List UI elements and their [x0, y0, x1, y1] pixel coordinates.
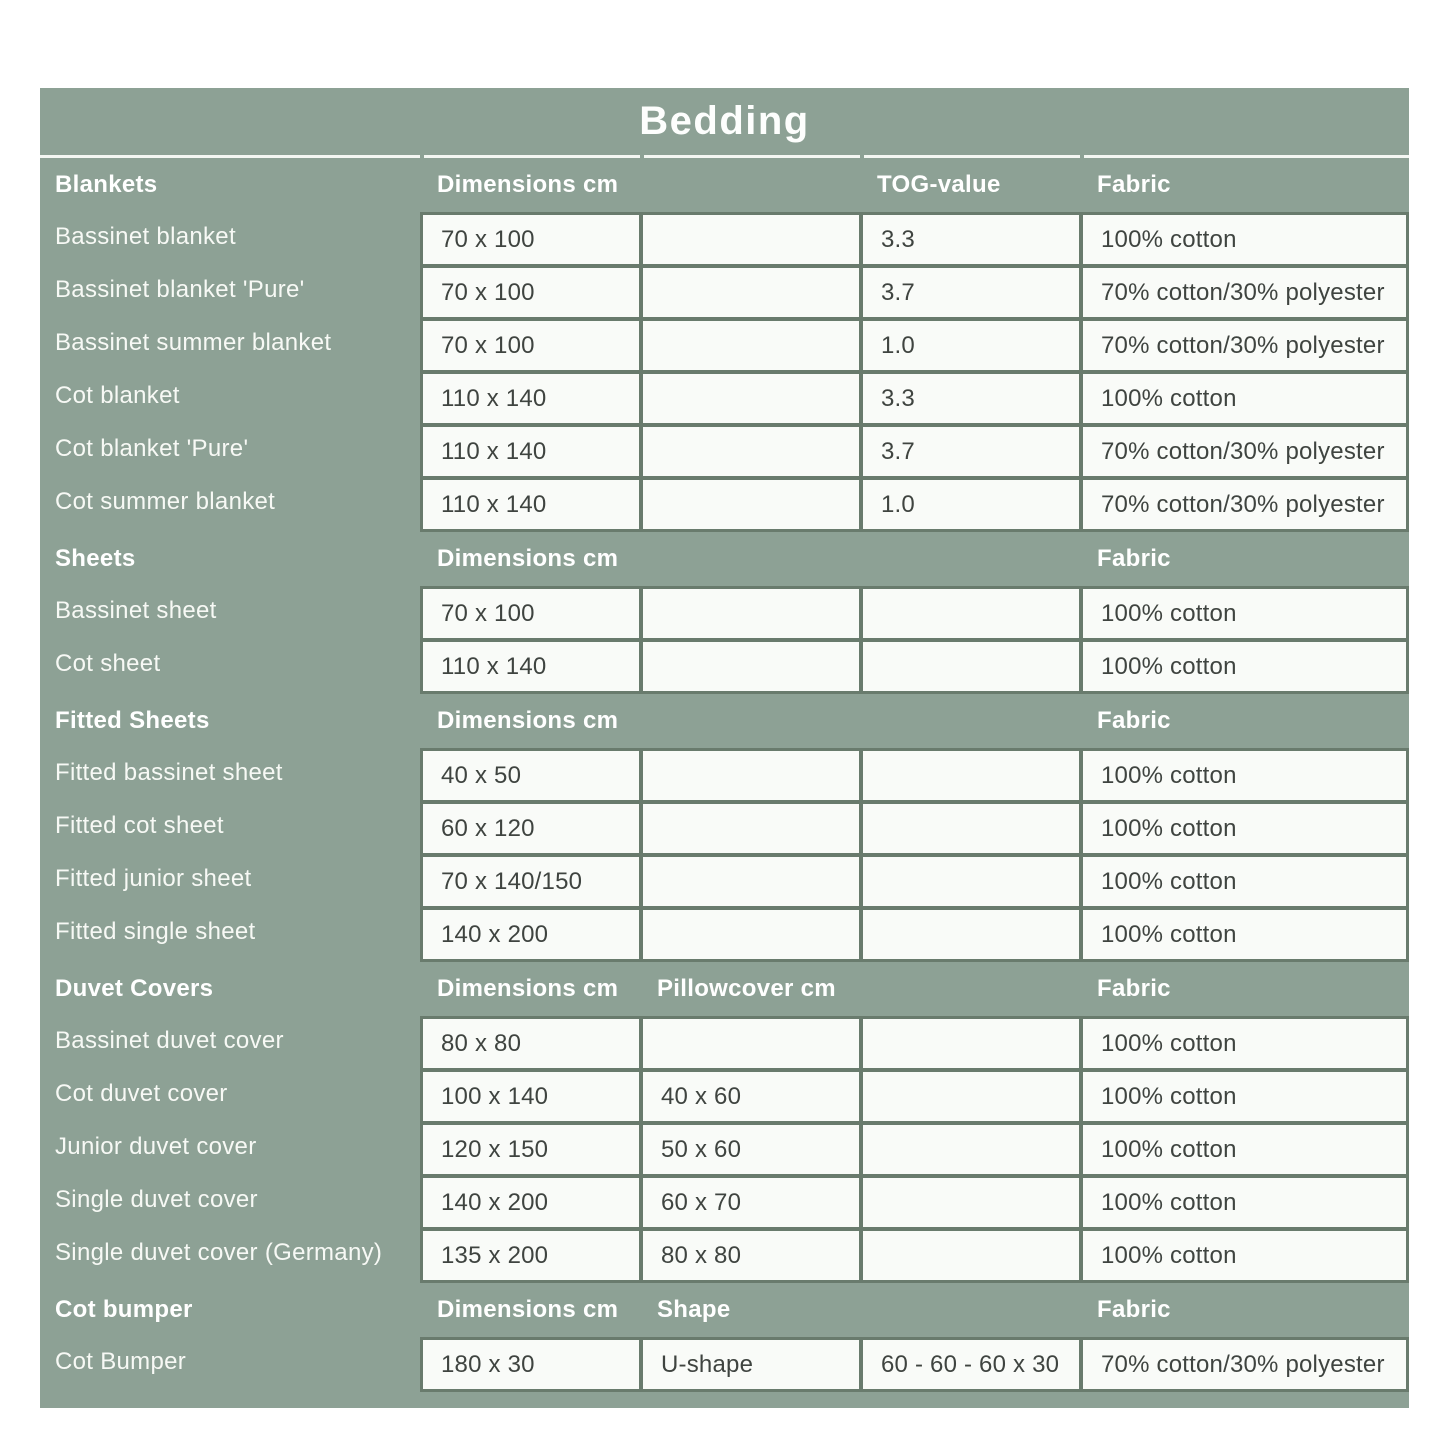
row-label: Cot Bumper	[55, 1347, 187, 1375]
cell-empty	[863, 642, 1079, 691]
cell-fabric: 100% cotton	[1083, 215, 1406, 264]
row-label: Single duvet cover (Germany)	[55, 1238, 383, 1266]
section-title: Duvet Covers	[55, 975, 214, 1002]
cell-empty	[643, 321, 859, 370]
row-label: Bassinet blanket 'Pure'	[55, 275, 305, 303]
cell-empty	[643, 751, 859, 800]
cell-empty	[863, 1231, 1079, 1280]
row-label: Cot summer blanket	[55, 487, 276, 515]
cell-dimensions: 120 x 150	[423, 1125, 639, 1174]
cell-fabric: 100% cotton	[1083, 910, 1406, 959]
cell-empty	[643, 215, 859, 264]
cell-fabric: 100% cotton	[1083, 804, 1406, 853]
column-header-dimensions: Dimensions cm	[437, 545, 619, 572]
cell-empty	[863, 751, 1079, 800]
column-header-pillowcover: Pillowcover cm	[657, 975, 836, 1002]
cell-grid	[420, 1337, 1409, 1392]
cell-empty	[863, 910, 1079, 959]
cell-grid	[420, 586, 1409, 694]
cell-dimensions: 70 x 100	[423, 268, 639, 317]
row-labels	[40, 748, 420, 962]
row-labels	[40, 1337, 420, 1392]
cell-empty	[643, 857, 859, 906]
cell-dimensions: 140 x 200	[423, 910, 639, 959]
cell-dimensions: 70 x 100	[423, 589, 639, 638]
row-label: Fitted bassinet sheet	[55, 758, 283, 786]
row-label: Fitted cot sheet	[55, 811, 224, 839]
cell-dimensions: 110 x 140	[423, 427, 639, 476]
cell-shape: U-shape	[643, 1340, 859, 1389]
cell-tog: 3.7	[863, 268, 1079, 317]
cell-empty	[643, 589, 859, 638]
column-header-tog: TOG-value	[877, 171, 1001, 198]
column-header-fabric: Fabric	[1097, 545, 1171, 572]
divider-segment	[424, 155, 640, 158]
cell-fabric: 70% cotton/30% polyester	[1083, 480, 1406, 529]
cell-empty	[643, 427, 859, 476]
cell-fabric: 100% cotton	[1083, 374, 1406, 423]
cell-fabric: 100% cotton	[1083, 642, 1406, 691]
row-label: Fitted junior sheet	[55, 864, 252, 892]
cell-fabric: 70% cotton/30% polyester	[1083, 427, 1406, 476]
cell-empty	[863, 857, 1079, 906]
cell-empty	[863, 1072, 1079, 1121]
cell-empty	[643, 268, 859, 317]
section-body-duvet-covers	[40, 1016, 1409, 1283]
section-body-sheets	[40, 586, 1409, 694]
section-body-cot-bumper	[40, 1337, 1409, 1392]
cell-fabric: 100% cotton	[1083, 589, 1406, 638]
title-divider	[40, 155, 1409, 158]
cell-empty	[863, 1178, 1079, 1227]
section-body-fitted-sheets	[40, 748, 1409, 962]
section-header-sheets	[40, 532, 1409, 586]
title-band	[40, 88, 1409, 155]
row-label: Fitted single sheet	[55, 917, 256, 945]
column-header-dimensions: Dimensions cm	[437, 975, 619, 1002]
cell-fabric: 100% cotton	[1083, 1231, 1406, 1280]
cell-empty	[863, 1019, 1079, 1068]
column-header-dimensions: Dimensions cm	[437, 707, 619, 734]
row-label: Single duvet cover	[55, 1185, 258, 1213]
section-header-duvet-covers	[40, 962, 1409, 1016]
cell-fabric: 100% cotton	[1083, 751, 1406, 800]
cell-fabric: 100% cotton	[1083, 1178, 1406, 1227]
cell-segments: 60 - 60 - 60 x 30	[863, 1340, 1079, 1389]
cell-fabric: 70% cotton/30% polyester	[1083, 1340, 1406, 1389]
row-label: Bassinet summer blanket	[55, 328, 332, 356]
cell-dimensions: 135 x 200	[423, 1231, 639, 1280]
cell-pillowcover: 40 x 60	[643, 1072, 859, 1121]
divider-segment	[864, 155, 1080, 158]
cell-dimensions: 40 x 50	[423, 751, 639, 800]
cell-pillowcover: 50 x 60	[643, 1125, 859, 1174]
cell-fabric: 100% cotton	[1083, 1072, 1406, 1121]
cell-fabric: 70% cotton/30% polyester	[1083, 321, 1406, 370]
section-header-blankets	[40, 158, 1409, 212]
row-label: Junior duvet cover	[55, 1132, 257, 1160]
cell-dimensions: 80 x 80	[423, 1019, 639, 1068]
cell-grid	[420, 1016, 1409, 1283]
row-labels	[40, 1016, 420, 1283]
cell-empty	[863, 589, 1079, 638]
row-label: Bassinet duvet cover	[55, 1026, 284, 1054]
row-label: Cot blanket 'Pure'	[55, 434, 249, 462]
cell-dimensions: 180 x 30	[423, 1340, 639, 1389]
section-title: Fitted Sheets	[55, 707, 210, 734]
cell-tog: 1.0	[863, 321, 1079, 370]
cell-dimensions: 140 x 200	[423, 1178, 639, 1227]
cell-empty	[643, 642, 859, 691]
cell-grid	[420, 212, 1409, 532]
cell-empty	[643, 480, 859, 529]
cell-fabric: 100% cotton	[1083, 857, 1406, 906]
cell-empty	[863, 804, 1079, 853]
cell-fabric: 100% cotton	[1083, 1125, 1406, 1174]
row-label: Bassinet blanket	[55, 222, 236, 250]
section-body-blankets	[40, 212, 1409, 532]
cell-dimensions: 70 x 140/150	[423, 857, 639, 906]
cell-empty	[643, 910, 859, 959]
cell-pillowcover	[643, 1019, 859, 1068]
cell-dimensions: 70 x 100	[423, 321, 639, 370]
cell-tog: 3.3	[863, 215, 1079, 264]
cell-dimensions: 70 x 100	[423, 215, 639, 264]
row-labels	[40, 212, 420, 532]
row-label: Cot sheet	[55, 649, 161, 677]
column-header-dimensions: Dimensions cm	[437, 1296, 619, 1323]
cell-tog: 1.0	[863, 480, 1079, 529]
column-header-fabric: Fabric	[1097, 1296, 1171, 1323]
cell-tog: 3.7	[863, 427, 1079, 476]
cell-dimensions: 100 x 140	[423, 1072, 639, 1121]
page-title: Bedding	[639, 99, 810, 143]
cell-dimensions: 60 x 120	[423, 804, 639, 853]
cell-tog: 3.3	[863, 374, 1079, 423]
cell-empty	[863, 1125, 1079, 1174]
cell-dimensions: 110 x 140	[423, 480, 639, 529]
cell-empty	[643, 804, 859, 853]
section-title: Cot bumper	[55, 1296, 193, 1323]
row-label: Cot duvet cover	[55, 1079, 228, 1107]
bedding-size-table	[40, 88, 1409, 1408]
row-label: Bassinet sheet	[55, 596, 217, 624]
divider-segment	[1084, 155, 1409, 158]
cell-pillowcover: 60 x 70	[643, 1178, 859, 1227]
section-header-fitted-sheets	[40, 694, 1409, 748]
divider-segment	[644, 155, 860, 158]
cell-pillowcover: 80 x 80	[643, 1231, 859, 1280]
column-header-fabric: Fabric	[1097, 171, 1171, 198]
cell-empty	[643, 374, 859, 423]
column-header-fabric: Fabric	[1097, 707, 1171, 734]
section-title: Blankets	[55, 171, 158, 198]
cell-fabric: 100% cotton	[1083, 1019, 1406, 1068]
cell-dimensions: 110 x 140	[423, 374, 639, 423]
column-header-fabric: Fabric	[1097, 975, 1171, 1002]
cell-dimensions: 110 x 140	[423, 642, 639, 691]
cell-fabric: 70% cotton/30% polyester	[1083, 268, 1406, 317]
section-title: Sheets	[55, 545, 136, 572]
column-header-shape: Shape	[657, 1296, 731, 1323]
column-header-dimensions: Dimensions cm	[437, 171, 619, 198]
row-label: Cot blanket	[55, 381, 180, 409]
cell-grid	[420, 748, 1409, 962]
divider-segment	[40, 155, 420, 158]
row-labels	[40, 586, 420, 694]
section-header-cot-bumper	[40, 1283, 1409, 1337]
